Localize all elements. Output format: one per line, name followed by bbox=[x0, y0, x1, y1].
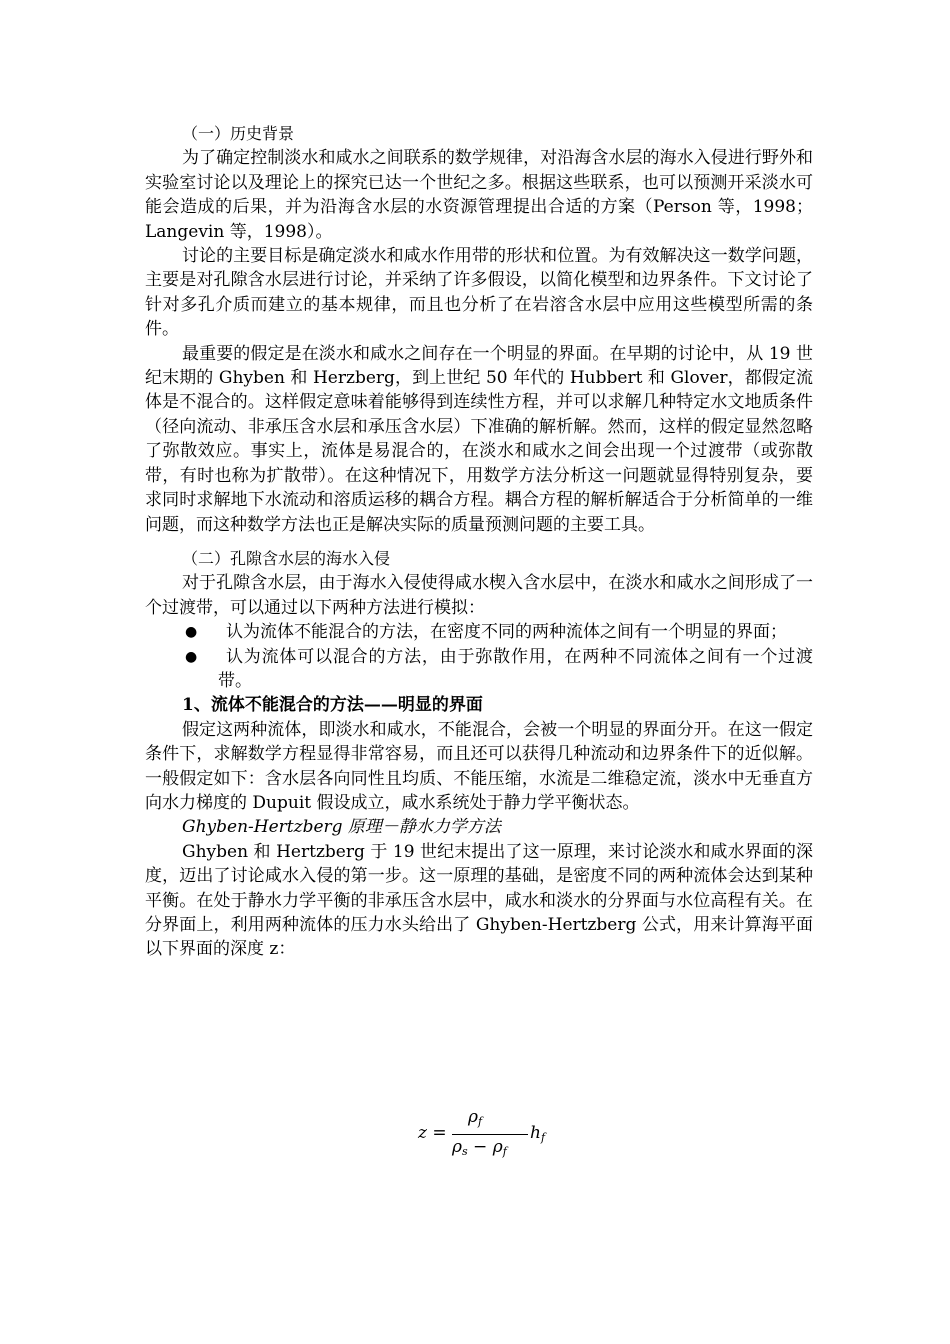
paragraph-history-1: 为了确定控制淡水和咸水之间联系的数学规律，对沿海含水层的海水入侵进行野外和实验室讨论以及理论上的探究已达一个世纪之多。根据这些联系，也可以预测开采淡水可能会造成的后果，并为沿海含水层的水资源管理提出合适的方案（Person 等，1998；Langevin 等，1998）。 bbox=[145, 148, 813, 242]
paragraph-history-2: 讨论的主要目标是确定淡水和咸水作用带的形状和位置。为有效解决这一数学问题，主要是对孔隙含水层进行讨论，并采纳了许多假设，以简化模型和边界条件。下文讨论了针对多孔介质而建立的基本规律，而且也分析了在岩溶含水层中应用这些模型所需的条件。 bbox=[145, 246, 813, 340]
subsection-heading-sharp-interface: 1、流体不能混合的方法——明显的界面 bbox=[182, 695, 483, 716]
bullet-item-immiscible bbox=[145, 620, 813, 644]
formula-factor: $h_f$ bbox=[530, 1123, 546, 1144]
italic-title-ghyben-hertzberg: Ghyben-Hertzberg 原理－静水力学方法 bbox=[182, 817, 501, 838]
section-heading-porous-aquifer: （二）孔隙含水层的海水入侵 bbox=[182, 548, 391, 568]
bullet-text: 认为流体不能混合的方法，在密度不同的两种流体之间有一个明显的界面； bbox=[226, 622, 787, 643]
paragraph-history-3: 最重要的假定是在淡水和咸水之间存在一个明显的界面。在早期的讨论中，从 19 世纪末期的 Ghyben 和 Herzberg，到上世纪 50 年代的 Hubbert 和 Glover，都假定流体是不混合的。这样假定意味着能够得到连续性方程，并可以求解几种特定水文地质条件（径向流动、非承压含水层和承压含水层）下准确的解析解。然而，这样的假定显然忽略了弥散效应。事实上，流体是易混合的，在淡水和咸水之间会出现一个过渡带（或弥散带，有时也称为扩散带）。在这种情况下，用数学方法分析这一问题就显得特别复杂，要求同时求解地下水流动和溶质运移的耦合方程。耦合方程的解析解适合于分析简单的一维问题，而这种数学方法也正是解决实际的质量预测问题的主要工具。 bbox=[145, 343, 813, 535]
bullet-item-miscible bbox=[145, 645, 813, 694]
document-body bbox=[145, 122, 813, 962]
bullet-dot-icon: ● bbox=[185, 624, 198, 641]
ghyben-hertzberg-formula bbox=[418, 1107, 558, 1167]
bullet-dot-icon: ● bbox=[185, 648, 198, 665]
paragraph-sharp-interface: 假定这两种流体，即淡水和咸水，不能混合，会被一个明显的界面分开。在这一假定条件下，求解数学方程显得非常容易，而且还可以获得几种流动和边界条件下的近似解。一般假定如下：含水层各向同性且均质、不能压缩，水流是二维稳定流，淡水中无垂直方向水力梯度的 Dupuit 假设成立，咸水系统处于静力学平衡状态。 bbox=[145, 719, 813, 813]
formula-fraction-bar bbox=[452, 1134, 528, 1135]
section-heading-history: （一）历史背景 bbox=[182, 124, 295, 143]
formula-numerator: $\rho_f$ bbox=[468, 1107, 483, 1128]
formula-denominator: $\rho_s - \rho_f$ bbox=[452, 1137, 507, 1158]
formula-lhs: z = bbox=[418, 1123, 447, 1143]
bullet-text: 认为流体可以混合的方法，由于弥散作用，在两种不同流体之间有一个过渡带。 bbox=[218, 646, 813, 691]
paragraph-porous-intro: 对于孔隙含水层，由于海水入侵使得咸水楔入含水层中，在淡水和咸水之间形成了一个过渡带，可以通过以下两种方法进行模拟： bbox=[145, 573, 813, 618]
paragraph-ghyben-hertzberg: Ghyben 和 Hertzberg 于 19 世纪末提出了这一原理，来讨论淡水和咸水界面的深度，迈出了讨论咸水入侵的第一步。这一原理的基础，是密度不同的两种流体会达到某种平衡。在处于静水力学平衡的非承压含水层中，咸水和淡水的分界面与水位高程有关。在分界面上，利用两种流体的压力水头给出了 Ghyben-Hertzberg 公式，用来计算海平面以下界面的深度 z： bbox=[145, 841, 813, 960]
